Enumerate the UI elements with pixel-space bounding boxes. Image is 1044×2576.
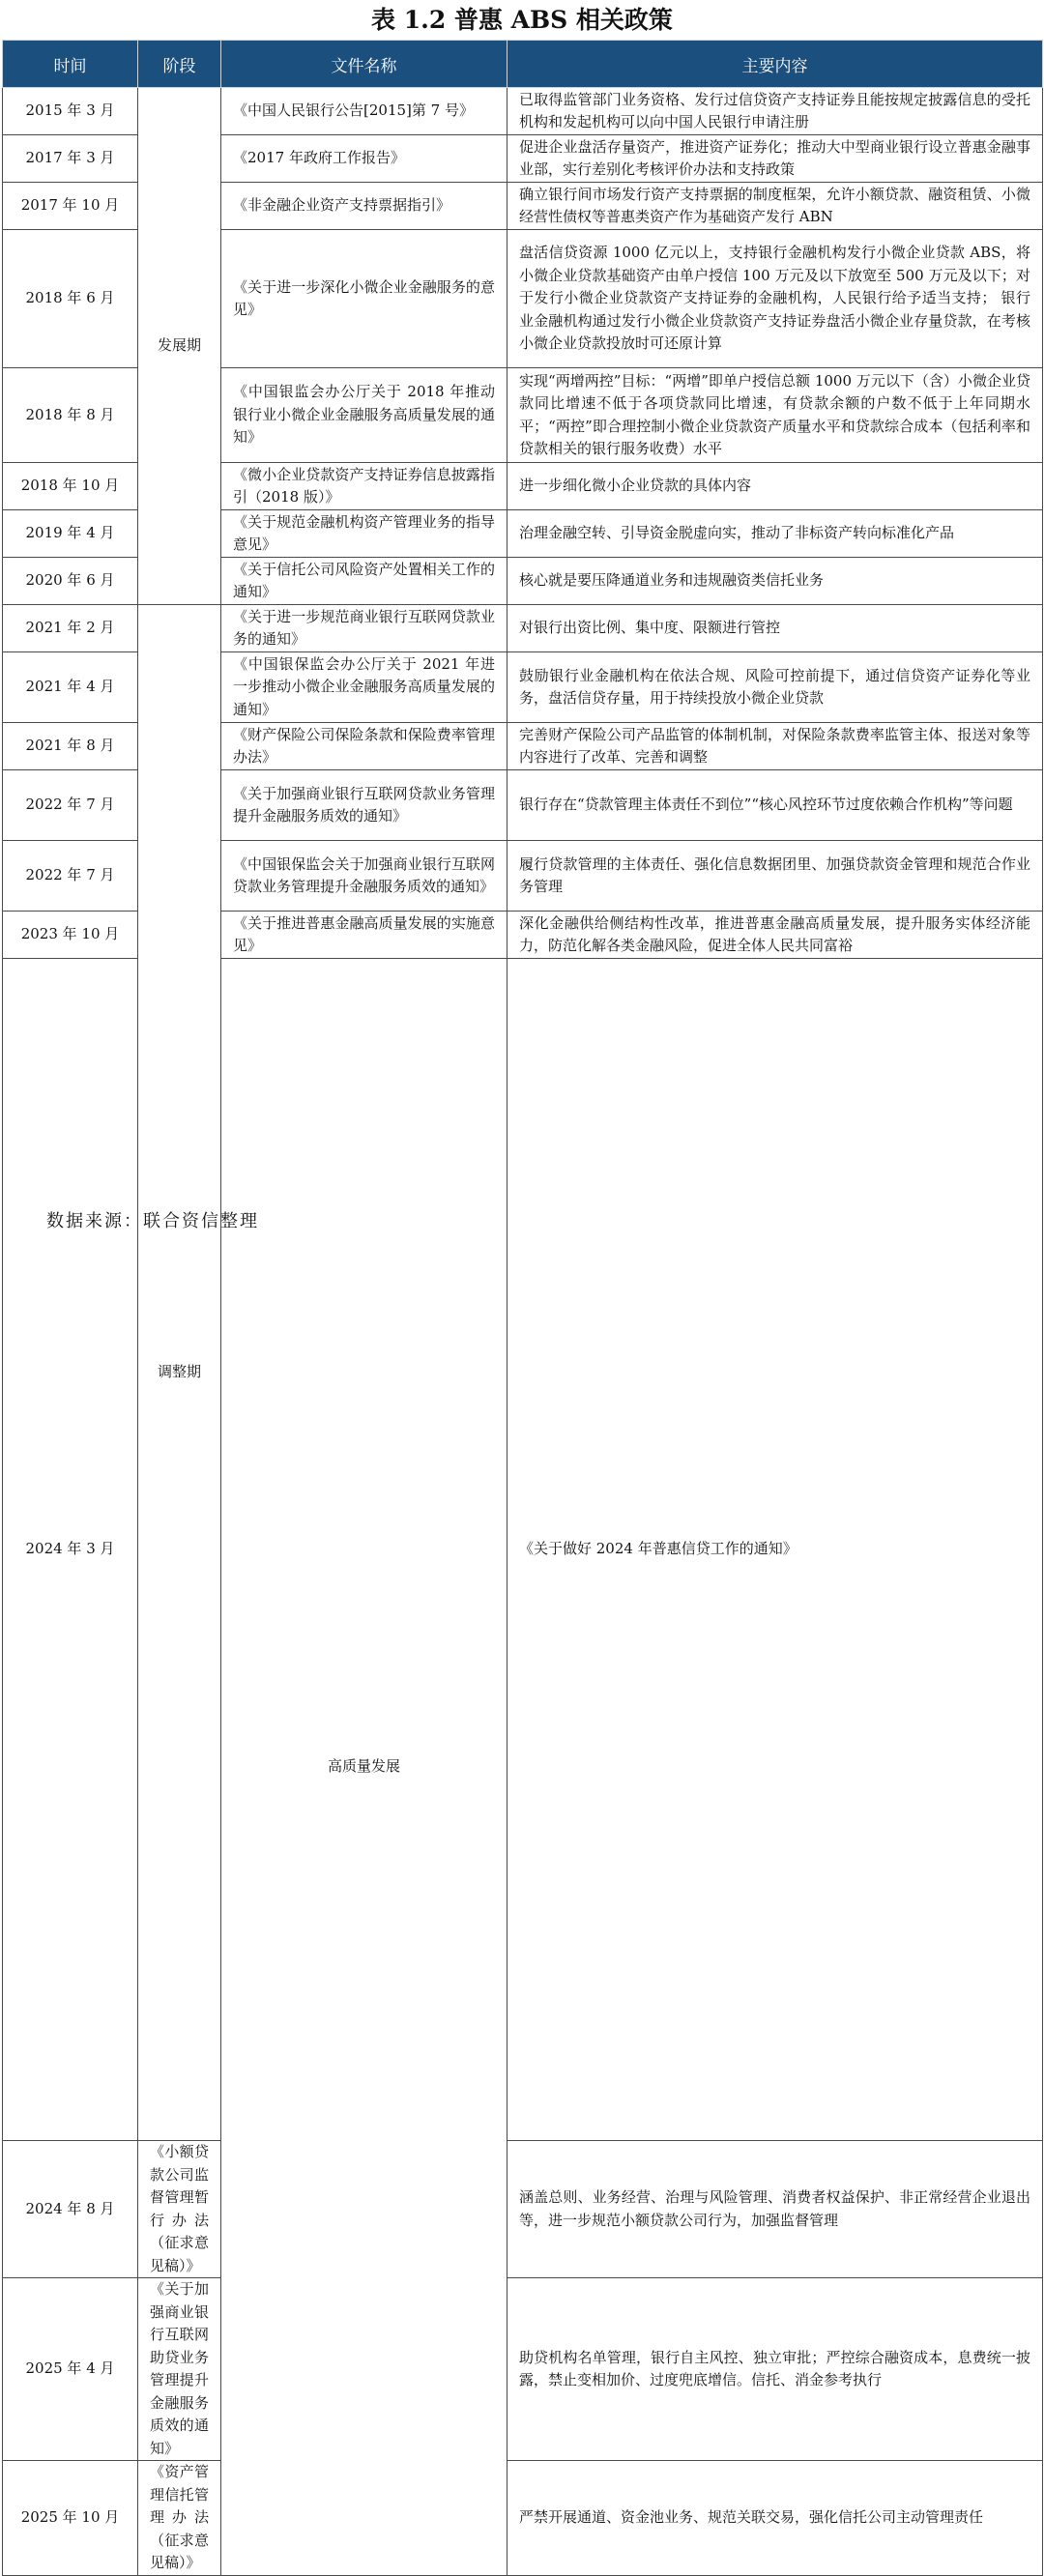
time-cell: 2024 年 8 月 [3, 2141, 138, 2278]
stage-cell: 调整期 [138, 605, 221, 2141]
document-cell: 《关于加强商业银行互联网助贷业务管理提升金融服务质效的通知》 [138, 2278, 221, 2461]
content-cell: 确立银行间市场发行资产支持票据的制度框架，允许小额贷款、融资租赁、小微经营性债权等普惠类资产作为基础资产发行 ABN [508, 183, 1043, 230]
document-cell: 《微小企业贷款资产支持证券信息披露指引（2018 版）》 [221, 463, 508, 510]
time-cell: 2018 年 8 月 [3, 368, 138, 463]
stage-cell: 高质量发展 [221, 959, 508, 2576]
content-cell: 履行贷款管理的主体责任、强化信息数据团里、加强贷款资金管理和规范合作业务管理 [508, 841, 1043, 912]
time-cell: 2018 年 6 月 [3, 230, 138, 368]
time-cell: 2021 年 8 月 [3, 723, 138, 770]
table-body [3, 88, 1043, 2576]
content-cell: 实现“两增两控”目标：“两增”即单户授信总额 1000 万元以下（含）小微企业贷款同比增速不低于各项贷款同比增速，有贷款余额的户数不低于上年同期水平；“两控”即合理控制小微企业贷款资产质量水平和贷款综合成本（包括利率和贷款相关的银行服务收费）水平 [508, 368, 1043, 463]
time-cell: 2018 年 10 月 [3, 463, 138, 510]
time-cell: 2017 年 10 月 [3, 183, 138, 230]
header-time: 时间 [3, 41, 138, 88]
content-cell: 核心就是要压降通道业务和违规融资类信托业务 [508, 558, 1043, 605]
data-source-note: 数据来源：联合资信整理 [46, 1211, 259, 1231]
content-cell: 助贷机构名单管理，银行自主风控、独立审批；严控综合融资成本，息费统一披露，禁止变相加价、过度兜底增信。信托、消金参考执行 [508, 2278, 1043, 2461]
table-row [3, 88, 1043, 135]
document-cell: 《关于加强商业银行互联网贷款业务管理提升金融服务质效的通知》 [221, 770, 508, 841]
table-row [3, 2461, 1043, 2576]
table-row [3, 605, 1043, 652]
header-content: 主要内容 [508, 41, 1043, 88]
content-cell: 深化金融供给侧结构性改革，推进普惠金融高质量发展，提升服务实体经济能力，防范化解各类金融风险，促进全体人民共同富裕 [508, 912, 1043, 959]
time-cell: 2020 年 6 月 [3, 558, 138, 605]
content-cell: 已取得监管部门业务资格、发行过信贷资产支持证券且能按规定披露信息的受托机构和发起机构可以向中国人民银行申请注册 [508, 88, 1043, 135]
time-cell: 2024 年 3 月 [3, 959, 138, 2141]
header-stage: 阶段 [138, 41, 221, 88]
time-cell: 2021 年 2 月 [3, 605, 138, 652]
policy-table [2, 40, 1043, 2576]
document-cell: 《中国人民银行公告[2015]第 7 号》 [221, 88, 508, 135]
document-cell: 《财产保险公司保险条款和保险费率管理办法》 [221, 723, 508, 770]
document-cell: 《小额贷款公司监督管理暂行办法（征求意见稿）》 [138, 2141, 221, 2278]
header-document: 文件名称 [221, 41, 508, 88]
content-cell: 对银行出资比例、集中度、限额进行管控 [508, 605, 1043, 652]
stage-cell: 发展期 [138, 88, 221, 605]
table-title: 表 1.2 普惠 ABS 相关政策 [371, 6, 673, 34]
document-cell: 《关于推进普惠金融高质量发展的实施意见》 [221, 912, 508, 959]
table-header-row [3, 41, 1043, 88]
document-cell: 《关于信托公司风险资产处置相关工作的通知》 [221, 558, 508, 605]
document-cell: 《资产管理信托管理办法（征求意见稿）》 [138, 2461, 221, 2576]
content-cell: 鼓励银行业金融机构在依法合规、风险可控前提下，通过信贷资产证券化等业务，盘活信贷存量，用于持续投放小微企业贷款 [508, 652, 1043, 723]
document-cell: 《关于进一步深化小微企业金融服务的意见》 [221, 230, 508, 368]
time-cell: 2019 年 4 月 [3, 510, 138, 558]
content-cell: 完善财产保险公司产品监管的体制机制，对保险条款费率监管主体、报送对象等内容进行了改革、完善和调整 [508, 723, 1043, 770]
document-cell: 《2017 年政府工作报告》 [221, 135, 508, 183]
content-cell: 治理金融空转、引导资金脱虚向实，推动了非标资产转向标准化产品 [508, 510, 1043, 558]
document-cell: 《非金融企业资产支持票据指引》 [221, 183, 508, 230]
content-cell: 盘活信贷资源 1000 亿元以上，支持银行金融机构发行小微企业贷款 ABS，将小微企业贷款基础资产由单户授信 100 万元及以下放宽至 500 万元及以下；对于发行小微企业贷款资产支持证券的金融机构，人民银行给予适当支持； 银行业金融机构通过发行小微企业贷款资产支持证券盘活小微企业存量贷款，在考核小微企业贷款投放时可还原计算 [508, 230, 1043, 368]
document-cell: 《中国银监会办公厅关于 2018 年推动银行业小微企业金融服务高质量发展的通知》 [221, 368, 508, 463]
content-cell: 严禁开展通道、资金池业务、规范关联交易，强化信托公司主动管理责任 [508, 2461, 1043, 2576]
time-cell: 2015 年 3 月 [3, 88, 138, 135]
document-cell: 《关于进一步规范商业银行互联网贷款业务的通知》 [221, 605, 508, 652]
time-cell: 2017 年 3 月 [3, 135, 138, 183]
document-cell: 《中国银保监会办公厅关于 2021 年进一步推动小微企业金融服务高质量发展的通知》 [221, 652, 508, 723]
time-cell: 2025 年 10 月 [3, 2461, 138, 2576]
document-cell: 《关于做好 2024 年普惠信贷工作的通知》 [508, 959, 1043, 2141]
document-cell: 《中国银保监会关于加强商业银行互联网贷款业务管理提升金融服务质效的通知》 [221, 841, 508, 912]
time-cell: 2022 年 7 月 [3, 770, 138, 841]
content-cell: 促进企业盘活存量资产，推进资产证券化；推动大中型商业银行设立普惠金融事业部，实行差别化考核评价办法和支持政策 [508, 135, 1043, 183]
time-cell: 2021 年 4 月 [3, 652, 138, 723]
time-cell: 2025 年 4 月 [3, 2278, 138, 2461]
table-row [3, 2278, 1043, 2461]
content-cell: 进一步细化微小企业贷款的具体内容 [508, 463, 1043, 510]
table-row [3, 2141, 1043, 2278]
time-cell: 2023 年 10 月 [3, 912, 138, 959]
content-cell: 银行存在“贷款管理主体责任不到位”“核心风控环节过度依赖合作机构”等问题 [508, 770, 1043, 841]
time-cell: 2022 年 7 月 [3, 841, 138, 912]
document-cell: 《关于规范金融机构资产管理业务的指导意见》 [221, 510, 508, 558]
content-cell: 涵盖总则、业务经营、治理与风险管理、消费者权益保护、非正常经营企业退出等，进一步规范小额贷款公司行为，加强监督管理 [508, 2141, 1043, 2278]
